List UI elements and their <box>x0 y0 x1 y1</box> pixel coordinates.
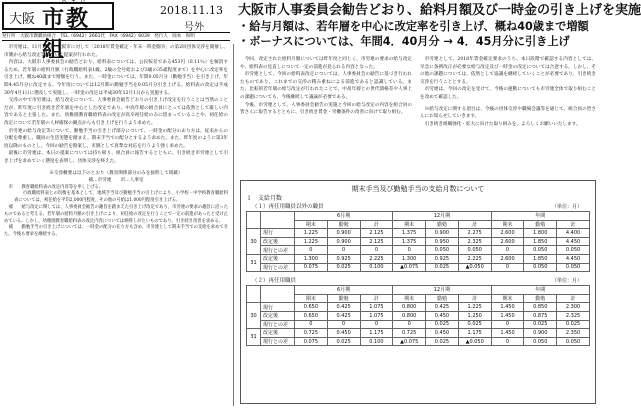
headline-sub-2: ・ボーナスについては、年間4．40月分 → 4．45月分に引き上げ <box>238 35 570 48</box>
sub-header-cell: 期末 <box>393 294 426 303</box>
article-paragraph: 市労連として、今回の給料表改定については、人事委員会の勧告に基づき行われたものであり、これまでの交渉の積み重ねによる前進であると認識している。また、比較的若年層の給与改定が行われたことで、中高年層との世代間格差や人事上の課題についても、今後継続して議論が必要である。 <box>240 72 412 100</box>
value-cell: ▲0.075 <box>393 337 426 346</box>
sub-header-cell: 勤勉 <box>524 294 557 303</box>
table-row <box>247 311 590 320</box>
table-row <box>247 303 590 312</box>
value-cell: 2.350 <box>557 329 590 338</box>
sub-header-cell: 計 <box>360 220 393 229</box>
value-cell: 1.225 <box>295 229 328 238</box>
article-paragraph: 今後、市労連として、人事委員会勧告の実施と今回の給与改定の内容を組合員の皆さんに報告するとともに、引き続き賃金・労働条件の改善に向けて取り組む。 <box>240 102 412 116</box>
table-row <box>247 337 590 346</box>
publisher-info: 発行所 大阪市教職員組合 TEL（6942）2661代 FAX（6942）6039 発行人 岡本 和明 <box>2 32 230 41</box>
value-cell: 0.050 <box>557 337 590 346</box>
value-cell: 4.400 <box>557 229 590 238</box>
value-cell: 1.850 <box>524 237 557 246</box>
value-cell: 0 <box>327 320 360 329</box>
value-cell: 0.900 <box>327 229 360 238</box>
value-cell: 2.275 <box>458 229 491 238</box>
value-cell: 0.050 <box>524 337 557 346</box>
value-cell: 0.425 <box>327 303 360 312</box>
value-cell: 1.225 <box>295 237 328 246</box>
table-row <box>247 329 590 338</box>
value-cell: 0.025 <box>426 320 459 329</box>
notes-header: ※交渉概要は以下のとおり（教育関係部分のみを抜粋して掲載） <box>49 170 183 176</box>
subsection-title: （２）再任用職員 <box>252 278 297 285</box>
sub-header-cell: 期末 <box>295 220 328 229</box>
sub-header-cell: 期末 <box>491 294 524 303</box>
row-label: 改定後 <box>261 329 295 338</box>
row-label: 改定後 <box>261 254 295 263</box>
value-cell: 0.925 <box>426 254 459 263</box>
value-cell: 0.025 <box>458 320 491 329</box>
row-label: 現行との差 <box>261 320 295 329</box>
header-june: 6月期 <box>295 212 393 221</box>
value-cell: ▲0.050 <box>458 337 491 346</box>
value-cell: 0.450 <box>426 311 459 320</box>
bonus-table-reappointed <box>246 285 590 346</box>
table-row <box>247 229 590 238</box>
value-cell: 0.050 <box>557 263 590 272</box>
row-label: 現行 <box>261 229 295 238</box>
row-label: 現行との差 <box>261 263 295 272</box>
sub-header-cell: 計 <box>360 294 393 303</box>
year-cell: 31 <box>247 329 261 346</box>
sub-header-cell: 計 <box>557 220 590 229</box>
value-cell: 1.300 <box>393 254 426 263</box>
value-cell: 0 <box>360 246 393 255</box>
value-cell: 2.600 <box>491 229 524 238</box>
value-cell: 2.600 <box>491 254 524 263</box>
logo-main: 市教組 <box>42 7 91 63</box>
value-cell: 0.025 <box>327 337 360 346</box>
year-cell: 31 <box>247 254 261 271</box>
value-cell: 1.075 <box>360 311 393 320</box>
value-cell: 0.025 <box>426 337 459 346</box>
value-cell: 0 <box>327 246 360 255</box>
value-cell: 0 <box>295 246 328 255</box>
value-cell: 0.725 <box>295 329 328 338</box>
bonus-table-regular <box>246 211 590 272</box>
value-cell: 0.050 <box>426 246 459 255</box>
row-label: 現行 <box>261 303 295 312</box>
value-cell: 0 <box>393 320 426 329</box>
value-cell: 1.300 <box>295 254 328 263</box>
section-title: １ 支給月数 <box>246 195 283 202</box>
left-article-column <box>4 44 228 406</box>
sub-header-cell: 計 <box>557 294 590 303</box>
value-cell: 0.050 <box>524 246 557 255</box>
value-cell: 0.050 <box>557 246 590 255</box>
value-cell: 1.450 <box>491 303 524 312</box>
value-cell: 2.325 <box>557 311 590 320</box>
table-row <box>247 246 590 255</box>
value-cell: 0 <box>491 246 524 255</box>
value-cell: 1.450 <box>491 311 524 320</box>
value-cell: 2.600 <box>491 237 524 246</box>
value-cell: 0.800 <box>393 303 426 312</box>
table-row <box>247 263 590 272</box>
value-cell: 0.025 <box>524 320 557 329</box>
value-cell: 0.900 <box>327 237 360 246</box>
table-row <box>247 320 590 329</box>
value-cell: 0.725 <box>393 329 426 338</box>
notes-legend: 補…市労連 市…人事室 <box>88 178 144 184</box>
header-june: 6月期 <box>295 286 393 295</box>
sub-header-cell: 勤勉 <box>327 220 360 229</box>
header-annual: 年間 <box>491 286 589 295</box>
value-cell: 0 <box>295 320 328 329</box>
row-label: 改定後 <box>261 237 295 246</box>
right-article-column <box>420 56 596 166</box>
value-cell: 0.875 <box>524 311 557 320</box>
header-annual: 年間 <box>491 212 589 221</box>
value-cell: 0 <box>491 263 524 272</box>
article-paragraph: 市労連は、11月13日、大阪市に対して「2018年賃金確定・年末一時金闘争」の第2回団体交渉を開催し、市側から給与改定等について提案が行われた。 <box>4 45 228 58</box>
bonus-table-panel <box>240 180 596 404</box>
value-cell: 0 <box>491 337 524 346</box>
table-row <box>247 254 590 263</box>
value-cell: 1.850 <box>524 254 557 263</box>
value-cell: 0.025 <box>426 263 459 272</box>
value-cell: 2.125 <box>360 237 393 246</box>
unit-label: （単位：月） <box>551 204 582 210</box>
value-cell: 2.325 <box>458 237 491 246</box>
year-cell: 30 <box>247 229 261 255</box>
sub-header-cell: 勤勉 <box>426 220 459 229</box>
value-cell: 0 <box>393 246 426 255</box>
column-divider <box>233 44 234 406</box>
article-paragraph: 交渉の中で市労連は、給与改定について、人事委員会勧告どおりの引き上げ改定を行うことは当然のことだが、昨年度に引き続き若年層を中心とした改定であり、中高年層の組合員にとっては依然として厳しい内容であると主張した。また、幼稚園教育職給料表の改定が高卒初任給のみに留まっていることや、初任給の改定について若年層の人材確保の観点からも引き上げを行うよう求めた。 <box>4 98 228 126</box>
notice-text: ※給与改定に関する項目は、今後の団体交渉や職場会議等を通じて、組合員の皆さんにお知らせしていきます。 <box>420 106 596 120</box>
value-cell: 0.650 <box>295 311 328 320</box>
value-cell: 0.650 <box>295 303 328 312</box>
header-december: 12月期 <box>393 286 491 295</box>
value-cell: 0.800 <box>393 311 426 320</box>
row-label: 改定後 <box>261 311 295 320</box>
value-cell: 4.450 <box>557 237 590 246</box>
value-cell: 0 <box>360 320 393 329</box>
row-label: 現行との差 <box>261 337 295 346</box>
value-cell: 0.850 <box>524 303 557 312</box>
value-cell: 1.225 <box>458 303 491 312</box>
headline-main: 大阪市人事委員会勧告どおり、給料月額及び一時金の引き上げを実施 <box>238 3 641 18</box>
value-cell: 0.925 <box>327 254 360 263</box>
headline-block <box>238 2 641 49</box>
value-cell: 0.450 <box>327 329 360 338</box>
year-cell: 30 <box>247 303 261 329</box>
issue-date: 2018.11.13 <box>160 4 223 17</box>
value-cell: 1.375 <box>393 229 426 238</box>
value-cell: 0.450 <box>426 329 459 338</box>
note-item: 補 勤勉手当の引き上げについては、一時金の配分の在り方も含め、市労連として期末手当での支給を求めてきた。今後も要求を継続する。 <box>4 225 228 238</box>
value-cell: 0.425 <box>426 303 459 312</box>
headline-sub-1: ・給与月額は、若年層を中心に改定率を引き上げ、概ね40歳まで増額 <box>238 20 589 33</box>
value-cell: 0.075 <box>295 263 328 272</box>
middle-article-column <box>240 56 412 166</box>
sub-header-cell: 期末 <box>491 220 524 229</box>
value-cell: 1.175 <box>360 329 393 338</box>
article-paragraph: 市労連は、今回の改定を受けて、今後の運動についても市労連全体で取り組むことを改めて確認した。 <box>420 87 596 100</box>
article-paragraph: 内容は、大阪市人事委員会の勧告どおり、給料表については、公民較差である453円（0.11％）を解消するため、若年層の給料月額（行政職給料表1級、2級の全号給および3級の35歳程度まで）を中心に改定率を引き上げ、概ね40歳まで増額を行う。また、一時金については、年間0.05月分（勤勉手当）を引き上げ、年間4.45月分に改定する。今年度については12月期の勤勉手当を0.05月分引き上げる。給料表の改定は平成30年4月1日に遡及して実施し、一時金の改定は平成30年12月1日から実施する。 <box>4 60 228 96</box>
sub-header-cell: 計 <box>458 294 491 303</box>
subsection-title: （１）再任用職員以外の職員 <box>252 204 324 210</box>
value-cell: ▲0.050 <box>458 263 491 272</box>
table-panel-title: 期末手当及び勤勉手当の支給月数について <box>351 185 485 193</box>
value-cell: 1.175 <box>458 329 491 338</box>
note-item: 補 給与改定に関しては、人事委員会勧告の趣旨を踏まえた引き上げ改定であり、市労連の要求の趣旨に沿ったものであると考える。若年層の給料月額の引き上げにより、初任給の改定を行うことで一定の前進があったと受け止めている。しかし、幼稚園教育職給料表の改定内容については納得しがたいものであり、引き続き改善を求める。 <box>4 205 228 224</box>
value-cell: 1.250 <box>458 311 491 320</box>
value-cell: 2.125 <box>360 229 393 238</box>
value-cell: 1.375 <box>393 237 426 246</box>
row-label: 現行との差 <box>261 246 295 255</box>
value-cell: 1.800 <box>524 229 557 238</box>
note-item: 市 教育職給料表の改定内容等を申し上げる。 <box>8 184 104 190</box>
value-cell: 1.450 <box>491 329 524 338</box>
logo-sub: OTU <box>62 0 91 6</box>
value-cell: 4.450 <box>557 254 590 263</box>
sub-header-cell: 勤勉 <box>426 294 459 303</box>
sub-header-cell: 勤勉 <box>327 294 360 303</box>
value-cell: 0 <box>491 320 524 329</box>
header-december: 12月期 <box>393 212 491 221</box>
sub-header-cell: 勤勉 <box>524 220 557 229</box>
unit-label: （単位：月） <box>551 278 582 285</box>
logo-prefix: 大阪 <box>9 12 36 27</box>
value-cell: 2.300 <box>557 303 590 312</box>
value-cell: 2.225 <box>360 254 393 263</box>
sub-header-cell: 期末 <box>295 294 328 303</box>
article-paragraph: 市労連の給与改定等について、勤勉手当の引き上げ部分について、一時金の配分のあり方は、従来からの分配を尊重し、職員の生活実態を踏まえ、期末手当での配分とするよう求めた。また、昨年度のように第3年度以降のものとし、今回の勧告を勘案し、市側として真摯な対応を行うよう強く求めた。 <box>4 128 228 149</box>
value-cell: 0.100 <box>360 263 393 272</box>
table-row <box>247 237 590 246</box>
issue-suffix: 号外 <box>184 22 204 33</box>
value-cell: 0.100 <box>360 337 393 346</box>
value-cell: 0.900 <box>524 329 557 338</box>
value-cell: 0.075 <box>295 337 328 346</box>
value-cell: 0.900 <box>426 229 459 238</box>
value-cell: 0.025 <box>327 263 360 272</box>
notice-text: 引き続き組織強化・拡大に向けた取り組みを、よろしくお願いいたします。 <box>424 121 581 127</box>
value-cell: 2.225 <box>458 254 491 263</box>
value-cell: 0.025 <box>557 320 590 329</box>
value-cell: 1.075 <box>360 303 393 312</box>
note-item: 行政職給料表との均衡を基本として、地域手当及び勤勉手当の引上げにより、小学校・中学校教育職給料表については、初任給を平均2,000円程度、その他の号給は1,000円程度引き上げる。 <box>14 191 228 204</box>
article-paragraph: 最後に市労連は、本日の提案については持ち帰り、組合員に報告するとともに、引き続き市労連として引き上げを求めていく態度を表明し、団体交渉を終えた。 <box>4 151 228 164</box>
value-cell: 0.425 <box>327 311 360 320</box>
value-cell: 0.050 <box>458 246 491 255</box>
value-cell: 0.950 <box>426 237 459 246</box>
sub-header-cell: 計 <box>458 220 491 229</box>
sub-header-cell: 期末 <box>393 220 426 229</box>
article-paragraph: 今回、改定された給料月額については昨年度と同じく、市労連の要求の給与改定や、給料表の見直しについて一定の前進が見られる内容となった。 <box>240 57 412 70</box>
article-paragraph: 市労連として、2018年賃金確定要求のうち、本日段階で確認する内容としては、早急に条例改正が必要な給与改定及び一時金の改定については合意する。しかし、その他の課題については、依然として協議を継続していくことが必要であり、引き続き交渉を行うこととする。 <box>420 57 596 85</box>
value-cell: ▲0.075 <box>393 263 426 272</box>
value-cell: 0.050 <box>524 263 557 272</box>
